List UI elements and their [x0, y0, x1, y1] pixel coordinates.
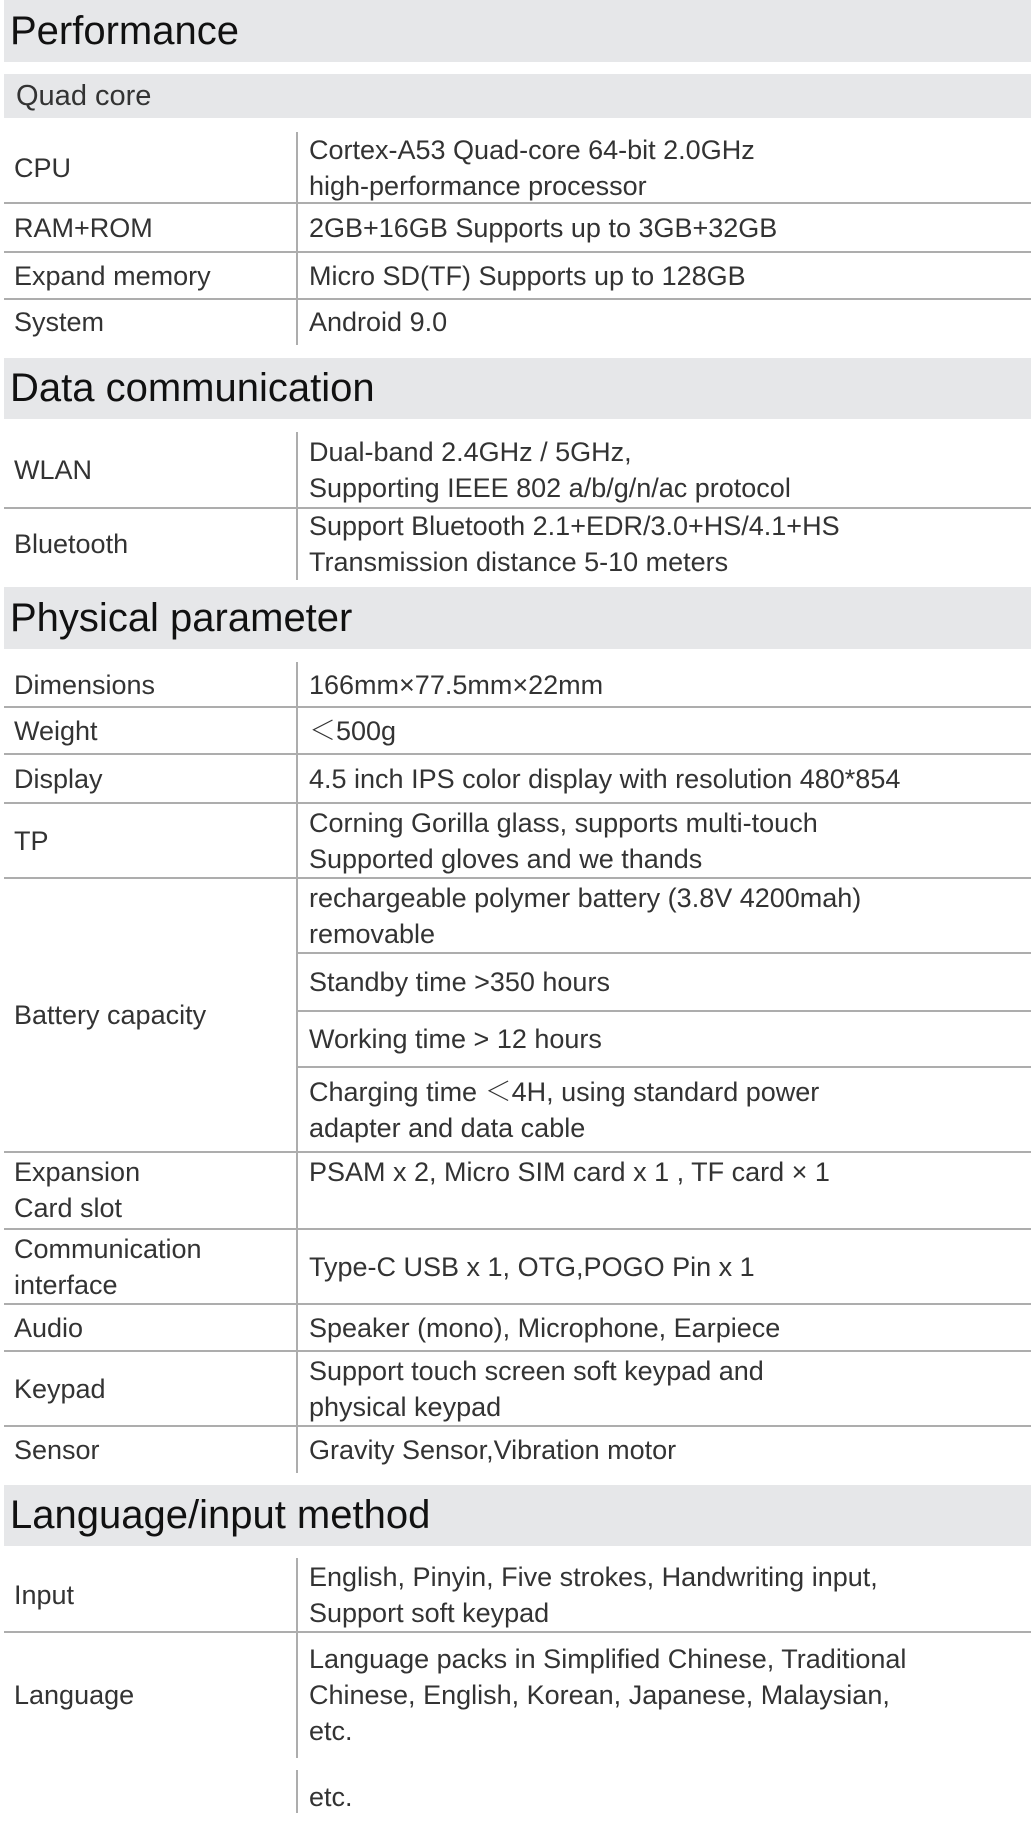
- text-line: Card slot: [14, 1193, 123, 1223]
- text-line: Battery capacity: [14, 1000, 207, 1030]
- spec-label-input: [14, 1558, 294, 1632]
- cell-text: [14, 761, 103, 797]
- text-line: Support Bluetooth 2.1+EDR/3.0+HS/4.1+HS: [309, 511, 840, 541]
- column-divider: [296, 803, 298, 878]
- spec-value: [309, 754, 1023, 803]
- cell-text: [14, 1432, 100, 1468]
- spec-value: [309, 707, 1023, 754]
- spec-label-blank: [14, 1770, 294, 1813]
- text-line: Language packs in Simplified Chinese, Traditional: [309, 1644, 907, 1674]
- text-line: WLAN: [14, 455, 93, 485]
- text-line: Type-C USB x 1, OTG,POGO Pin x 1: [309, 1251, 755, 1282]
- spec-value: [309, 508, 1023, 580]
- spec-value: [309, 1011, 1023, 1067]
- spec-label-expansion-card-slot: [14, 1152, 294, 1229]
- text-line: Chinese, English, Korean, Japanese, Malaysian,: [309, 1680, 890, 1710]
- cell-text: [14, 997, 206, 1033]
- cell-text: [14, 1677, 134, 1713]
- cell-text: [14, 713, 98, 749]
- text-line: Working time > 12 hours: [309, 1024, 602, 1054]
- cell-text: [14, 1371, 106, 1407]
- spec-label-wlan: [14, 432, 294, 508]
- cell-text: [309, 667, 603, 703]
- column-divider: [296, 1152, 298, 1229]
- cell-text: [309, 258, 746, 294]
- text-line: Expand memory: [14, 260, 211, 291]
- text-line: rechargeable polymer battery (3.8V 4200mah): [309, 882, 862, 913]
- text-line: English, Pinyin, Five strokes, Handwriting input,: [309, 1562, 878, 1592]
- spec-label-system: [14, 299, 294, 345]
- text-line: Support soft keypad: [309, 1598, 550, 1628]
- cell-text: [309, 1779, 353, 1815]
- spec-value: [309, 953, 1023, 1011]
- spec-label-weight: [14, 707, 294, 754]
- text-line: Audio: [14, 1312, 84, 1343]
- text-line: Support touch screen soft keypad and: [309, 1355, 764, 1386]
- column-divider: [296, 878, 298, 1152]
- text-line: Keypad: [14, 1373, 106, 1404]
- cell-text: [309, 1559, 878, 1631]
- spec-value: [309, 1426, 1023, 1473]
- spec-label-language: [14, 1632, 294, 1758]
- column-divider: [296, 299, 298, 345]
- cell-text: [309, 964, 610, 1000]
- cell-text: [14, 1231, 202, 1303]
- text-line: high-performance processor: [309, 170, 647, 201]
- text-line: Communication: [14, 1233, 202, 1264]
- cell-text: [14, 526, 128, 562]
- column-divider: [296, 1558, 298, 1632]
- cell-text: [14, 210, 153, 246]
- spec-value: [309, 203, 1023, 252]
- text-line: Weight: [14, 715, 98, 746]
- spec-value: [309, 1067, 1023, 1152]
- spec-value: [309, 132, 1023, 203]
- spec-label-keypad: [14, 1351, 294, 1426]
- spec-value: [309, 1152, 1023, 1229]
- text-line: physical keypad: [309, 1391, 502, 1422]
- column-divider: [296, 432, 298, 508]
- text-line: Android 9.0: [309, 307, 448, 337]
- text-line: System: [14, 307, 105, 337]
- text-line: Transmission distance 5-10 meters: [309, 547, 729, 577]
- cell-text: [14, 1154, 140, 1226]
- text-line: removable: [309, 918, 436, 949]
- text-line: Supporting IEEE 802 a/b/g/n/ac protocol: [309, 473, 791, 503]
- cell-text: [309, 210, 777, 246]
- cell-text: [309, 1353, 764, 1425]
- column-divider: [296, 1229, 298, 1304]
- column-divider: [296, 252, 298, 299]
- cell-text: [309, 761, 900, 797]
- text-line: 2GB+16GB Supports up to 3GB+32GB: [309, 212, 778, 243]
- spec-value: [309, 252, 1023, 299]
- cell-text: [309, 1310, 780, 1346]
- column-divider: [296, 1770, 298, 1813]
- spec-label-cpu: [14, 132, 294, 203]
- cell-text: [309, 508, 840, 580]
- text-line: Standby time >350 hours: [309, 967, 610, 997]
- section-header-performance: Performance: [4, 0, 1031, 62]
- spec-value: [309, 662, 1023, 707]
- spec-label-audio: [14, 1304, 294, 1351]
- cell-text: [309, 434, 791, 506]
- text-line: Dual-band 2.4GHz / 5GHz,: [309, 437, 632, 467]
- column-divider: [296, 662, 298, 707]
- text-line: Bluetooth: [14, 529, 129, 559]
- text-line: TP: [14, 825, 49, 856]
- text-line: Sensor: [14, 1434, 100, 1465]
- text-line: Dimensions: [14, 669, 156, 700]
- section-header-physical-parameter: Physical parameter: [4, 587, 1031, 649]
- spec-value: [309, 878, 1023, 953]
- text-line: Supported gloves and we thands: [309, 843, 703, 874]
- spec-label-dimensions: [14, 662, 294, 707]
- text-line: CPU: [14, 152, 72, 183]
- text-line: ＜500g: [309, 715, 397, 746]
- column-divider: [296, 707, 298, 754]
- spec-value: [309, 1632, 1023, 1758]
- column-divider: [296, 1351, 298, 1426]
- spec-value: [309, 1304, 1023, 1351]
- cell-text: [14, 667, 155, 703]
- spec-label-display: [14, 754, 294, 803]
- spec-label-expand-memory: [14, 252, 294, 299]
- text-line: 4.5 inch IPS color display with resolution 480*854: [309, 763, 901, 794]
- section-subheader: Quad core: [4, 74, 1031, 118]
- cell-text: [14, 823, 49, 859]
- cell-text: [14, 1310, 83, 1346]
- column-divider: [296, 508, 298, 580]
- text-line: Input: [14, 1580, 75, 1610]
- spec-value: [309, 1229, 1023, 1304]
- cell-text: [14, 304, 104, 340]
- spec-value: [309, 803, 1023, 878]
- spec-label-communication-interface: [14, 1229, 294, 1304]
- cell-text: [14, 150, 71, 186]
- text-line: Corning Gorilla glass, supports multi-touch: [309, 807, 818, 838]
- text-line: Language: [14, 1680, 135, 1710]
- text-line: Micro SD(TF) Supports up to 128GB: [309, 260, 746, 291]
- spec-label-bluetooth: [14, 508, 294, 580]
- text-line: Display: [14, 763, 103, 794]
- cell-text: [309, 805, 818, 877]
- text-line: Gravity Sensor,Vibration motor: [309, 1434, 677, 1465]
- column-divider: [296, 1426, 298, 1473]
- section-header-data-communication: Data communication: [4, 358, 1031, 419]
- spec-value: [309, 1351, 1023, 1426]
- text-line: adapter and data cable: [309, 1112, 586, 1143]
- spec-value: [309, 1770, 1023, 1813]
- cell-text: [309, 1021, 602, 1057]
- text-line: Expansion: [14, 1157, 141, 1187]
- column-divider: [296, 754, 298, 803]
- spec-label-ram-rom: [14, 203, 294, 252]
- cell-text: [309, 1249, 755, 1285]
- column-divider: [296, 1304, 298, 1351]
- spec-label-sensor: [14, 1426, 294, 1473]
- cell-text: [309, 1641, 906, 1749]
- cell-text: [309, 132, 755, 204]
- cell-text: [309, 1432, 676, 1468]
- text-line: interface: [14, 1269, 118, 1300]
- cell-text: [14, 1577, 74, 1613]
- text-line: etc.: [309, 1781, 353, 1812]
- text-line: Charging time ＜4H, using standard power: [309, 1076, 820, 1107]
- cell-text: [14, 452, 92, 488]
- spec-value: [309, 432, 1023, 508]
- text-line: Speaker (mono), Microphone, Earpiece: [309, 1312, 781, 1343]
- cell-text: [309, 304, 447, 340]
- text-line: 166mm×77.5mm×22mm: [309, 669, 604, 700]
- column-divider: [296, 132, 298, 203]
- column-divider: [296, 1632, 298, 1758]
- text-line: Cortex-A53 Quad-core 64-bit 2.0GHz: [309, 134, 755, 165]
- cell-text: [309, 1154, 830, 1190]
- spec-label-tp: [14, 803, 294, 878]
- spec-value: [309, 299, 1023, 345]
- spec-value: [309, 1558, 1023, 1632]
- column-divider: [296, 203, 298, 252]
- text-line: PSAM x 2, Micro SIM card x 1 , TF card × 1: [309, 1157, 830, 1187]
- cell-text: [309, 713, 396, 749]
- cell-text: [309, 880, 861, 952]
- text-line: RAM+ROM: [14, 212, 153, 243]
- spec-label-battery-capacity: [14, 878, 294, 1152]
- cell-text: [309, 1074, 819, 1146]
- section-header-language-input-method: Language/input method: [4, 1485, 1031, 1546]
- cell-text: [14, 258, 211, 294]
- text-line: etc.: [309, 1716, 353, 1746]
